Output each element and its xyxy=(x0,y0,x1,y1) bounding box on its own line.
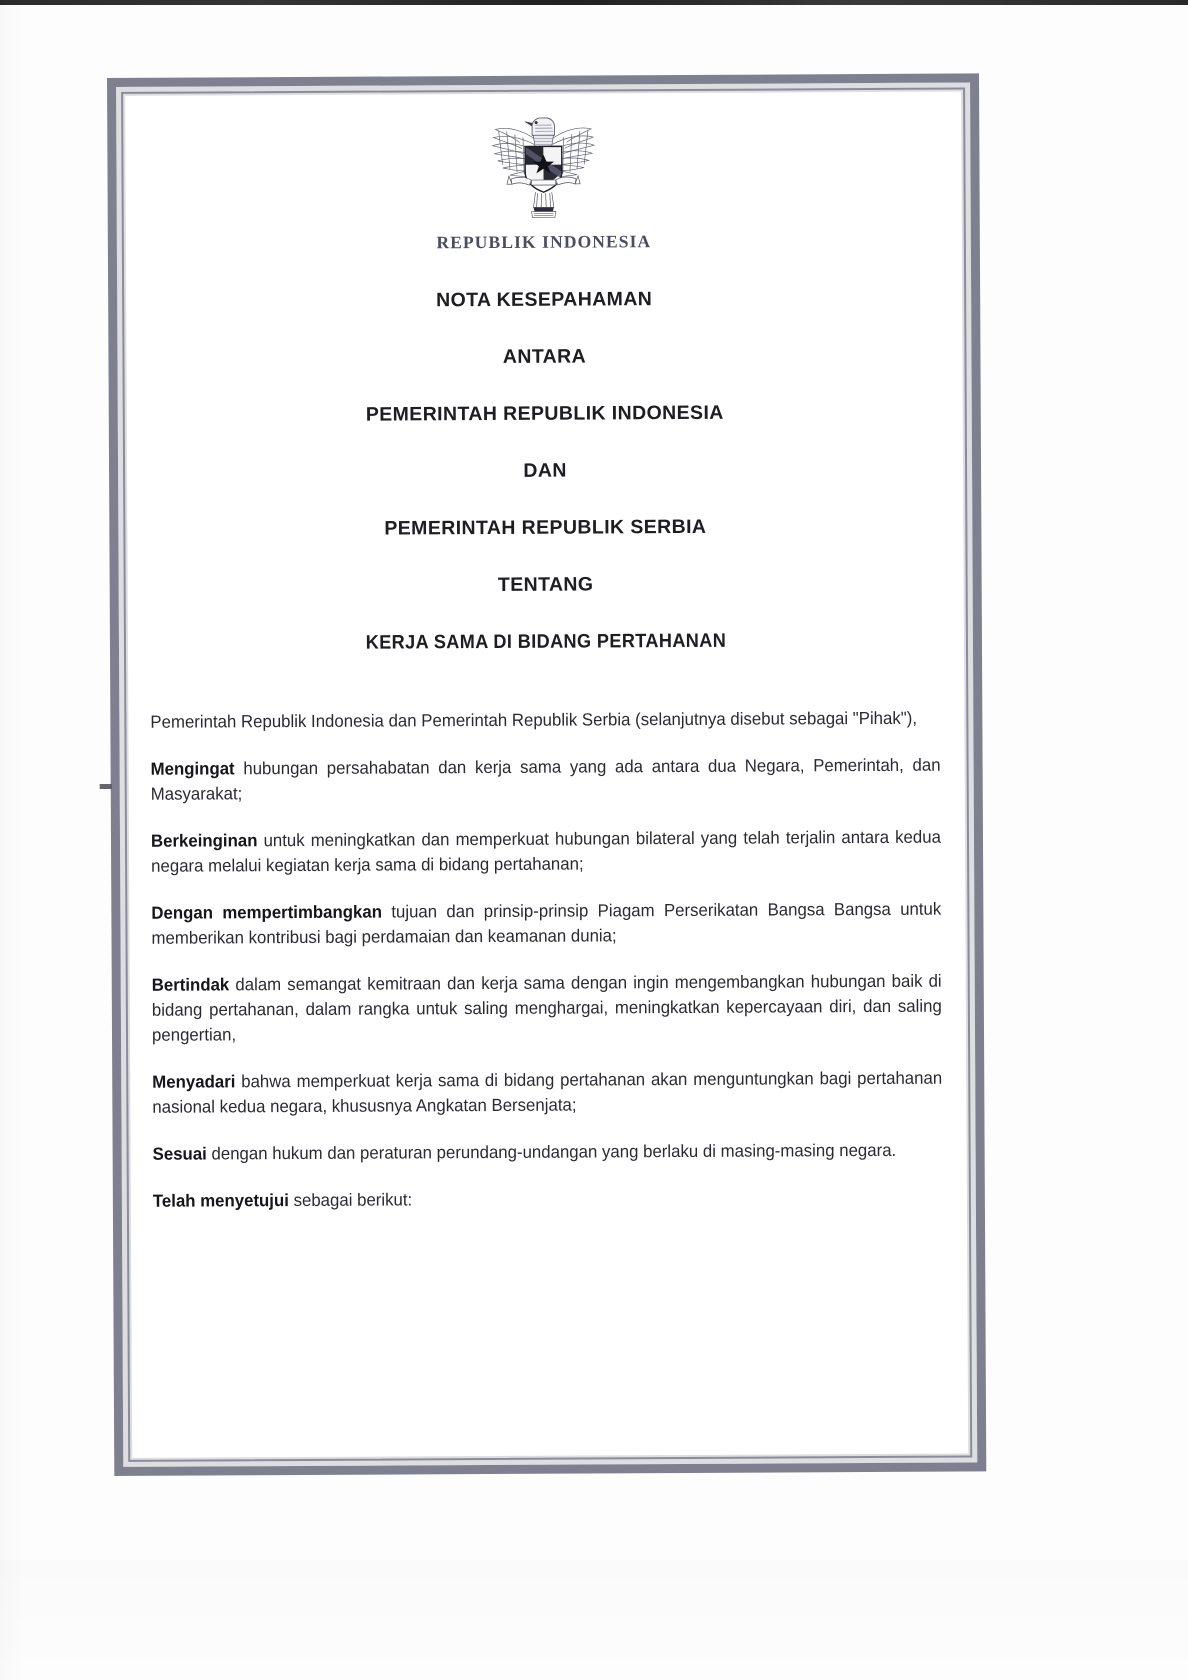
paragraph-text: bahwa memperkuat kerja sama di bidang pertahanan akan menguntungkan bagi pertahanan nasional kedua negara, khususnya Angkatan Bersenjata; xyxy=(152,1067,943,1117)
paragraph-bertindak xyxy=(152,968,942,1047)
paragraph-preamble xyxy=(150,706,940,735)
paragraph-lead: Mengingat xyxy=(150,758,235,779)
paragraph-lead: Telah menyetujui xyxy=(152,1189,289,1211)
emblem-block xyxy=(143,94,944,255)
paragraph-lead: Menyadari xyxy=(152,1071,236,1092)
title-line-antara: ANTARA xyxy=(502,345,587,368)
title-block xyxy=(144,287,946,656)
paragraph-text: dalam semangat kemitraan dan kerja sama dengan ingin mengembangkan hubungan baik di bidang pertahanan, dalam rangka untuk saling menghargai, meningkatkan kepercayaan diri, dan saling pengertian, xyxy=(151,970,942,1045)
scan-noise-bottom xyxy=(0,1560,1188,1680)
title-line-pemerintah-republik-indonesia: PEMERINTAH REPUBLIK INDONESIA xyxy=(365,401,724,426)
title-line-tentang: TENTANG xyxy=(497,573,594,596)
paragraph-text: untuk meningkatkan dan memperkuat hubungan bilateral yang telah terjalin antara kedua negara melalui kegiatan kerja sama di bidang pertahanan; xyxy=(151,826,941,876)
paragraph-mengingat xyxy=(151,753,941,807)
paragraph-menyadari xyxy=(152,1065,942,1119)
paragraph-text: Pemerintah Republik Indonesia dan Pemerintah Republik Serbia (selanjutnya disebut sebagai "Pihak"), xyxy=(150,707,918,732)
paragraph-text: hubungan persahabatan dan kerja sama yang ada antara dua Negara, Pemerintah, dan Masyarakat; xyxy=(150,754,941,804)
paragraph-dengan-mempertimbangkan xyxy=(151,896,941,950)
scan-blemish-mark xyxy=(100,784,112,789)
paragraph-lead: Dengan mempertimbangkan xyxy=(151,901,383,923)
document-content xyxy=(143,94,949,1214)
garuda-pancasila-emblem-icon xyxy=(482,107,605,220)
scan-noise-left xyxy=(0,0,26,1680)
title-line-nota-kesepahaman: NOTA KESEPAHAMAN xyxy=(436,288,653,312)
title-line-pemerintah-republik-serbia: PEMERINTAH REPUBLIK SERBIA xyxy=(384,515,707,540)
title-line-dan: DAN xyxy=(523,459,567,482)
paragraph-text: dengan hukum dan peraturan perundang-undangan yang berlaku di masing-masing negara. xyxy=(206,1139,897,1164)
body-block xyxy=(146,706,949,1214)
title-subject: KERJA SAMA DI BIDANG PERTAHANAN xyxy=(365,629,727,654)
paragraph-lead: Sesuai xyxy=(152,1143,207,1164)
paragraph-lead: Bertindak xyxy=(151,974,230,995)
paragraph-telah-menyetujui xyxy=(153,1184,943,1213)
paragraph-berkeinginan xyxy=(151,825,941,879)
paragraph-sesuai xyxy=(153,1137,943,1166)
paragraph-lead: Berkeinginan xyxy=(150,830,258,851)
emblem-caption: REPUBLIK INDONESIA xyxy=(436,231,652,253)
scanner-top-edge-artifact xyxy=(0,0,1188,5)
paragraph-text: sebagai berikut: xyxy=(288,1189,413,1210)
document-border-frame xyxy=(107,73,986,1476)
paragraph-text: tujuan dan prinsip-prinsip Piagam Perserikatan Bangsa Bangsa untuk memberikan kontribusi bagi perdamaian dan keamanan dunia; xyxy=(151,898,942,948)
